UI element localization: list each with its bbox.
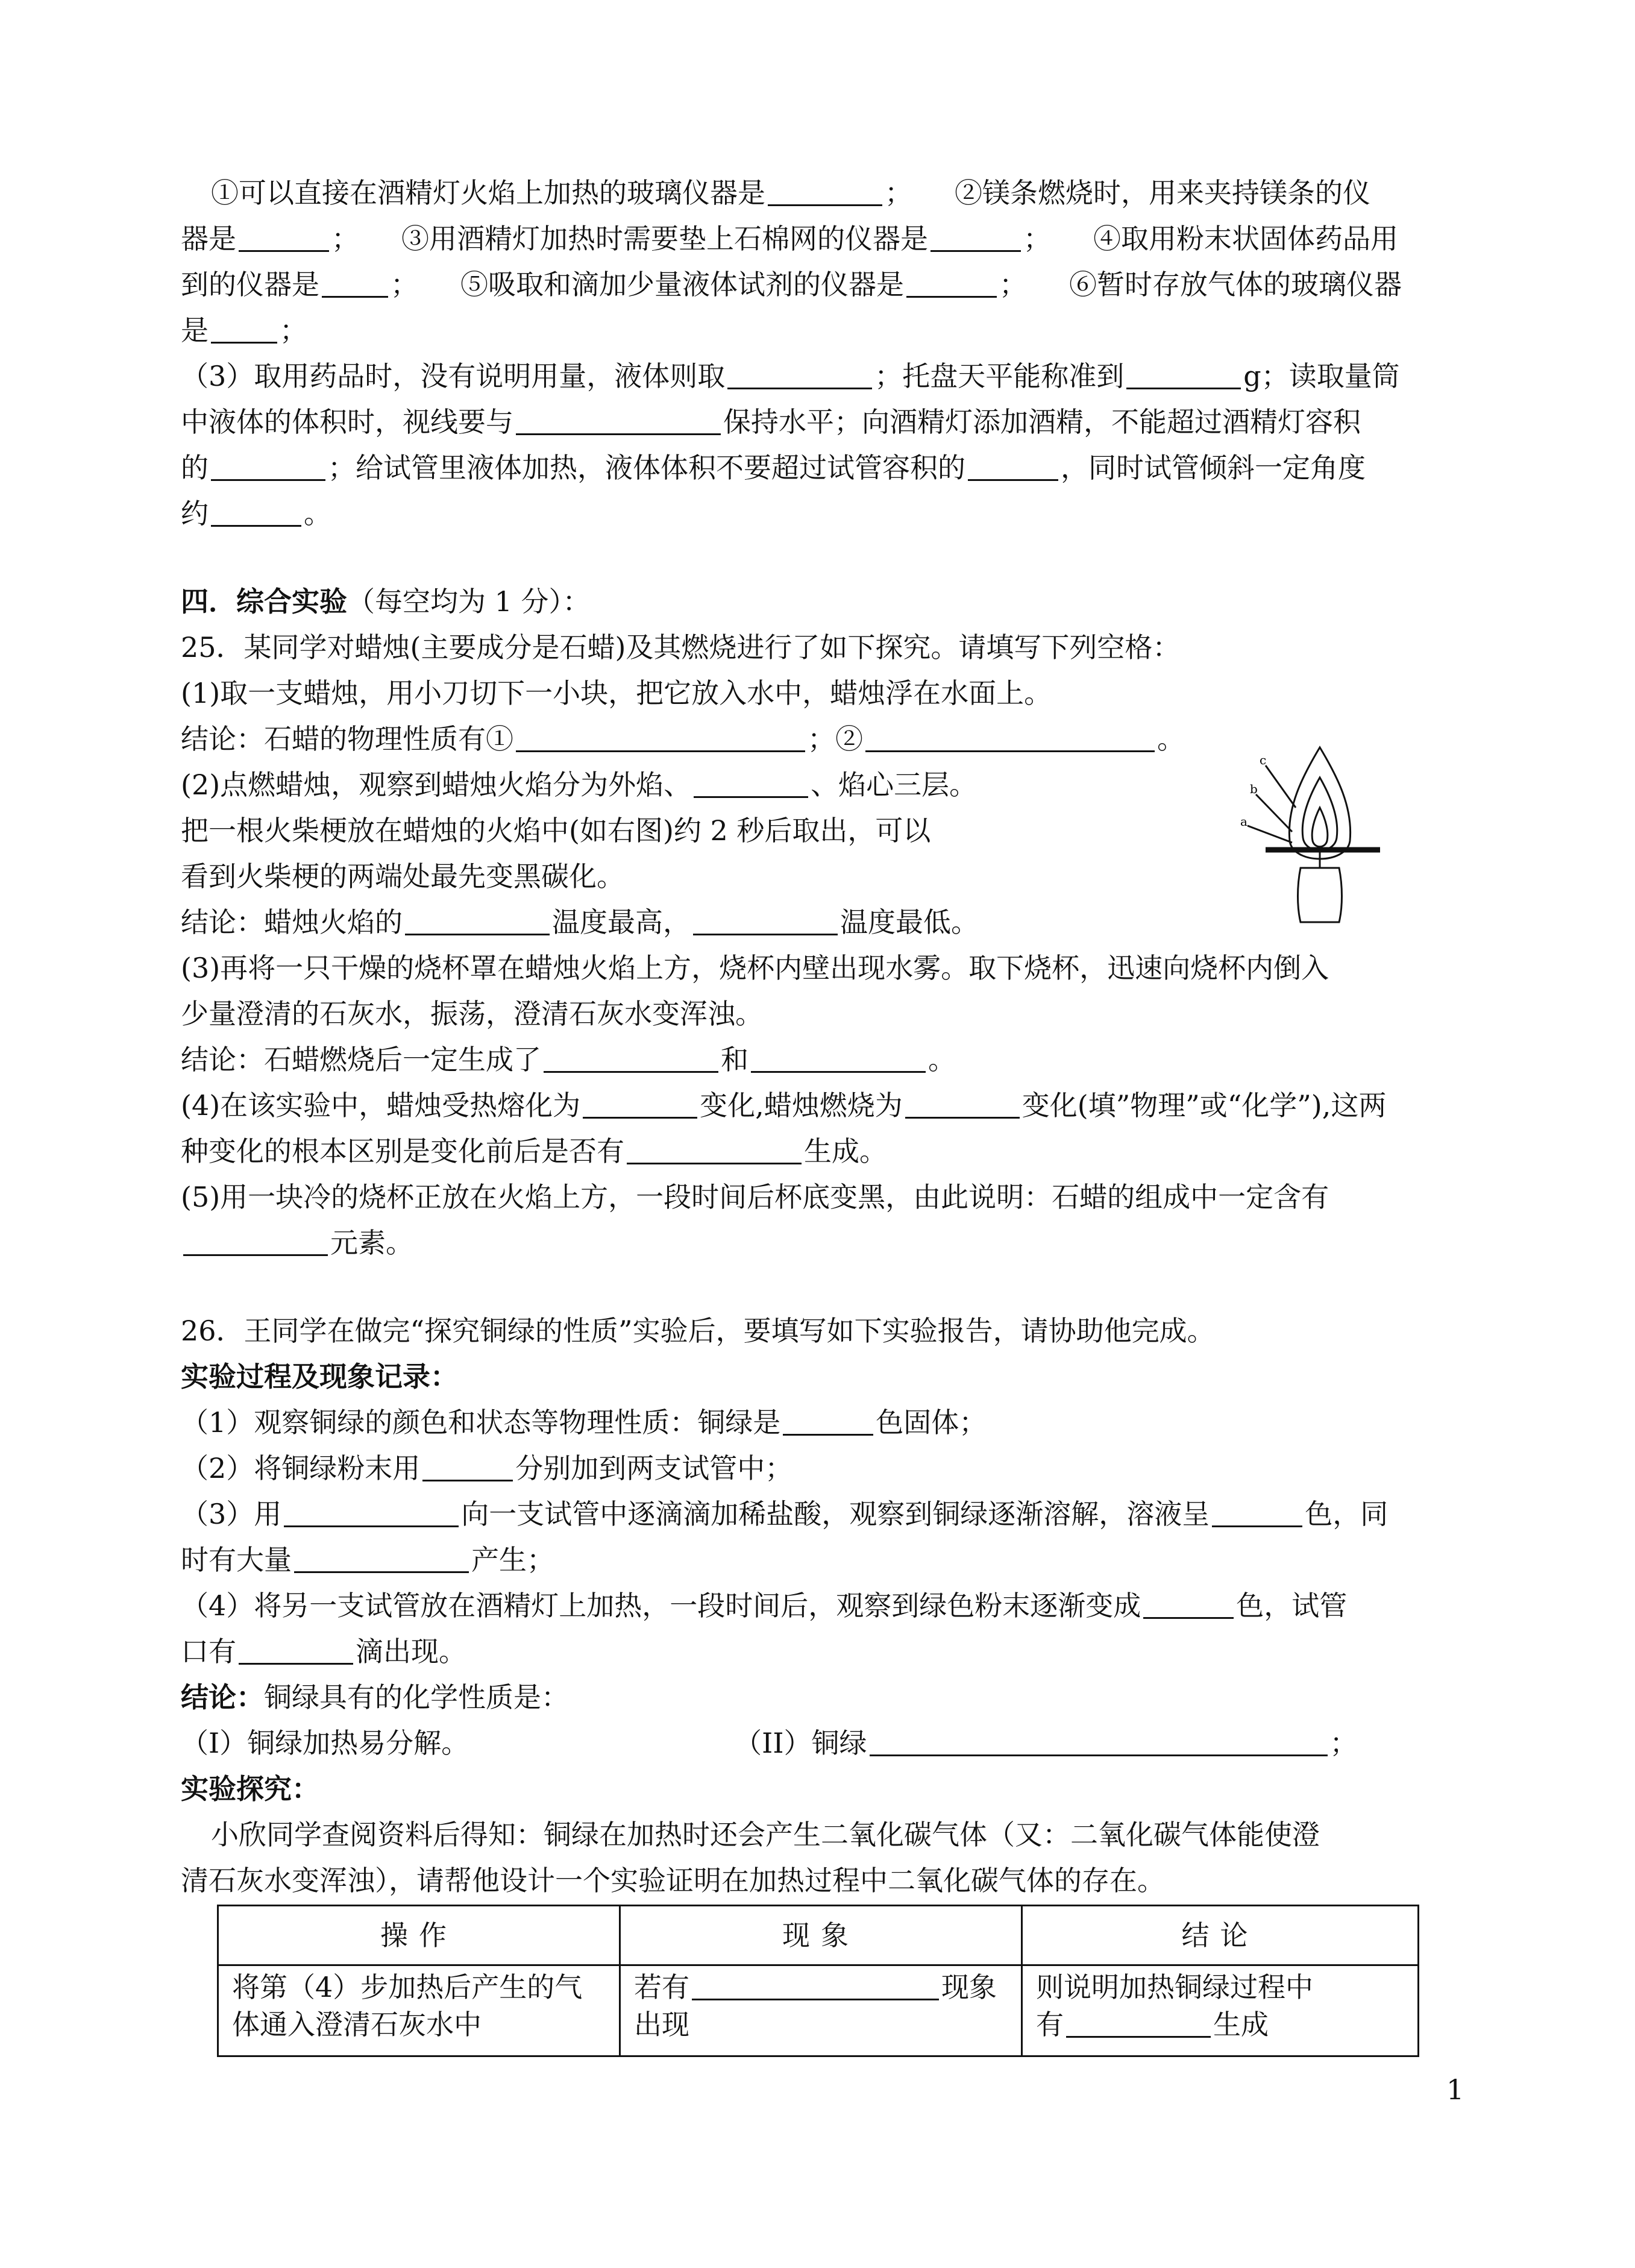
answer-blank[interactable] [727,361,872,389]
answer-blank[interactable] [751,1044,926,1073]
q25-part4-a: (4)在该实验中，蜡烛受热熔化为 变化,蜡烛燃烧为 变化(填”物理”或“化学”),这两 [181,1089,1387,1122]
answer-blank[interactable] [906,269,997,298]
answer-blank[interactable] [239,1636,353,1665]
conclusion-heading: 结论：铜绿具有的化学性质是： [181,1681,569,1714]
answer-blank[interactable] [422,1453,513,1481]
outer-flame-shape [1289,747,1350,859]
answer-blank[interactable] [692,1972,939,2000]
table-row [218,1965,1419,2056]
figure-label-c: c [1260,753,1267,767]
answer-blank[interactable] [583,1090,697,1119]
procedure-step-1: （1）观察铜绿的颜色和状态等物理性质：铜绿是 色固体； [181,1406,987,1439]
exploration-heading: 实验探究： [181,1773,319,1805]
page-number: 1 [1446,2073,1464,2106]
q25-part5-b: 元素。 [181,1225,1464,1261]
answer-blank[interactable] [211,315,277,344]
cell-operation: 将第（4）步加热后产生的气 体通入澄清石灰水中 [218,1965,620,2056]
procedure-step-2: （2）将铜绿粉末用 分别加到两支试管中； [181,1452,793,1484]
q3-line-a: （3）取用药品时，没有说明用量，液体则取 ；托盘天平能称准到 g；读取量筒 [181,360,1400,392]
answer-blank[interactable] [783,1407,873,1436]
conclusion-items: （I）铜绿加热易分解。 （II）铜绿 ； [181,1727,1358,1759]
candle-flame-figure [1229,741,1410,928]
procedure-heading: 实验过程及现象记录： [181,1360,458,1393]
q25-part2-c: 看到火柴梗的两端处最先变黑碳化。 [181,860,624,893]
q25-part3-a: (3)再将一只干燥的烧杯罩在蜡烛火焰上方，烧杯内壁出现水雾。取下烧杯，迅速向烧杯内倒入 [181,952,1329,984]
answer-blank[interactable] [1066,2009,1211,2038]
procedure-step-4-a: （4）将另一支试管放在酒精灯上加热，一段时间后，观察到绿色粉末逐渐变成 色，试管 [181,1589,1348,1622]
table-header-row [218,1906,1419,1965]
answer-blank[interactable] [516,407,721,435]
q25-part1-conclusion: 结论：石蜡的物理性质有① ；② 。 [181,723,1185,755]
q2-line-d: 是 ； [181,314,307,347]
answer-blank[interactable] [694,770,808,798]
header-operation: 操作 [218,1906,620,1965]
exploration-text-a: 小欣同学查阅资料后得知：铜绿在加热时还会产生二氧化碳气体（又：二氧化碳气体能使澄 [211,1818,1320,1851]
q2-line-b: 器是 ； ③用酒精灯加热时需要垫上石棉网的仪器是 ； ④取用粉末状固体药品用 [181,222,1398,255]
answer-blank[interactable] [544,1044,718,1073]
cell-phenomenon: 若有 现象 出现 [620,1965,1022,2056]
q25-part2-conclusion: 结论：蜡烛火焰的 温度最高， 温度最低。 [181,906,979,938]
q26-stem: 26．王同学在做完“探究铜绿的性质”实验后，要填写如下实验报告，请协助他完成。 [181,1315,1215,1347]
procedure-step-4-b: 口有 滴出现。 [181,1635,466,1668]
answer-blank[interactable] [870,1728,1328,1756]
q3-line-c: 的 ；给试管里液体加热，液体体积不要超过试管容积的 ，同时试管倾斜一定角度 [181,451,1366,484]
exploration-text-b: 清石灰水变浑浊），请帮他设计一个实验证明在加热过程中二氧化碳气体的存在。 [181,1864,1165,1897]
q25-part3-conclusion: 结论：石蜡燃烧后一定生成了 和 。 [181,1043,956,1076]
candle-body-shape [1298,868,1342,922]
answer-blank[interactable] [1212,1499,1302,1527]
answer-blank[interactable] [211,453,325,481]
q2-line-c: 到的仪器是 ； ⑤吸取和滴加少量液体试剂的仪器是 ； ⑥暂时存放气体的玻璃仪器 [181,268,1402,301]
answer-blank[interactable] [968,453,1058,481]
header-conclusion: 结论 [1022,1906,1419,1965]
q25-part2-a: (2)点燃蜡烛，观察到蜡烛火焰分为外焰、 、焰心三层。 [181,768,978,801]
answer-blank[interactable] [322,269,388,298]
figure-label-a: a [1240,814,1247,829]
answer-blank[interactable] [239,224,329,252]
q25-part3-b: 少量澄清的石灰水，振荡，澄清石灰水变浑浊。 [181,997,763,1030]
procedure-step-3-b: 时有大量 产生； [181,1544,554,1576]
answer-blank[interactable] [693,907,838,935]
answer-blank[interactable] [284,1499,459,1527]
answer-blank[interactable] [183,1228,328,1256]
label-pointer-c [1266,765,1296,808]
header-phenomenon: 现象 [620,1906,1022,1965]
answer-blank[interactable] [211,498,301,527]
q25-part4-b: 种变化的根本区别是变化前后是否有 生成。 [181,1135,887,1167]
label-pointer-b [1256,794,1292,832]
q25-part5-a: (5)用一块冷的烧杯正放在火焰上方，一段时间后杯底变黑，由此说明：石蜡的组成中一定含有 [181,1181,1329,1213]
flame-core-shape [1312,808,1328,847]
experiment-table [217,1905,1419,2057]
figure-label-b: b [1250,782,1258,796]
answer-blank[interactable] [1126,361,1241,389]
answer-blank[interactable] [627,1136,802,1164]
q25-part2-b: 把一根火柴梗放在蜡烛的火焰中(如右图)约 2 秒后取出，可以 [181,814,931,847]
answer-blank[interactable] [294,1545,469,1573]
q2-line-a: ①可以直接在酒精灯火焰上加热的玻璃仪器是 ； ②镁条燃烧时，用来夹持镁条的仪 [211,177,1370,209]
section-4-heading: 四．综合实验（每空均为 1 分）： [181,585,591,618]
answer-blank[interactable] [930,224,1021,252]
answer-blank[interactable] [865,724,1155,752]
cell-conclusion: 则说明加热铜绿过程中 有 生成 [1022,1965,1419,2056]
answer-blank[interactable] [516,724,805,752]
q3-line-d: 约 。 [181,497,331,530]
q25-part1: (1)取一支蜡烛，用小刀切下一小块，把它放入水中，蜡烛浮在水面上。 [181,677,1052,709]
answer-blank[interactable] [405,907,550,935]
q3-line-b: 中液体的体积时，视线要与 保持水平；向酒精灯添加酒精，不能超过酒精灯容积 [181,406,1361,438]
answer-blank[interactable] [768,178,882,206]
label-pointer-a [1247,826,1292,843]
answer-blank[interactable] [1143,1591,1234,1619]
inner-flame-shape [1302,777,1337,850]
q25-stem: 25．某同学对蜡烛(主要成分是石蜡)及其燃烧进行了如下探究。请填写下列空格： [181,631,1181,664]
answer-blank[interactable] [905,1090,1020,1119]
procedure-step-3-a: （3）用 向一支试管中逐滴滴加稀盐酸，观察到铜绿逐渐溶解，溶液呈 色，同 [181,1498,1389,1530]
